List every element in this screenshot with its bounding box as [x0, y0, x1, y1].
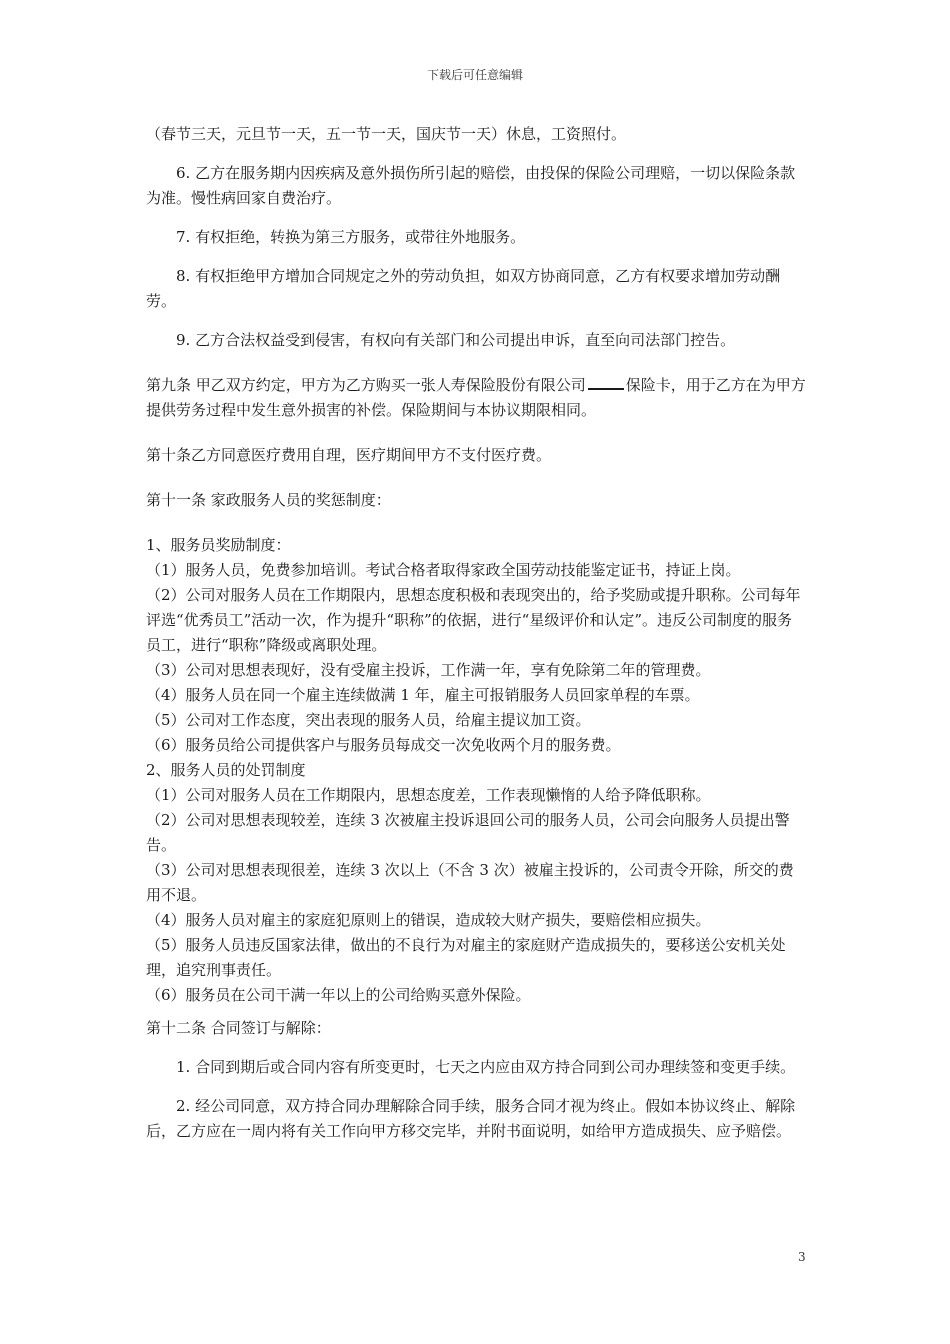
reward-item: （1）服务人员，免费参加培训。考试合格者取得家政全国劳动技能鉴定证书，持证上岗。 [146, 561, 741, 579]
penalty-item: （1）公司对服务人员在工作期限内，思想态度差，工作表现懒惰的人给予降低职称。 [146, 786, 711, 804]
penalty-item: （4）服务人员对雇主的家庭犯原则上的错误，造成较大财产损失，要赔偿相应损失。 [146, 911, 711, 929]
penalty-item: （2）公司对思想表现较差，连续 3 次被雇主投诉退回公司的服务人员，公司会向服务人员提出警告。 [146, 811, 790, 854]
penalty-title: 2、服务人员的处罚制度 [146, 761, 306, 779]
reward-item: （6）服务员给公司提供客户与服务员每成交一次免收两个月的服务费。 [146, 736, 621, 754]
article-12-item-2: 2. 经公司同意，双方持合同办理解除合同手续，服务合同才视为终止。假如本协议终止、解除后，乙方应在一周内将有关工作向甲方移交完毕，并附书面说明，如给甲方造成损失、应予赔偿。 [146, 1097, 796, 1140]
article-11: 第十一条 家政服务人员的奖惩制度： [146, 491, 391, 509]
article-10: 第十条乙方同意医疗费用自理，医疗期间甲方不支付医疗费。 [146, 446, 552, 464]
article-12: 第十二条 合同签订与解除： [146, 1019, 331, 1037]
article-12-item-1: 1. 合同到期后或合同内容有所变更时，七天之内应由双方持合同到公司办理续签和变更手续。 [176, 1058, 796, 1076]
article-9 [146, 373, 806, 423]
reward-title: 1、服务员奖励制度： [146, 536, 291, 554]
paragraph-holidays: （春节三天，元旦节一天，五一节一天，国庆节一天）休息，工资照付。 [146, 125, 627, 143]
paragraph-item-7: 7. 有权拒绝，转换为第三方服务，或带往外地服务。 [176, 228, 526, 246]
reward-item: （4）服务人员在同一个雇主连续做满 1 年，雇主可报销服务人员回家单程的车票。 [146, 686, 700, 704]
article-9-part-a: 第九条 甲乙双方约定，甲方为乙方购买一张人寿保险股份有限公司 [146, 376, 586, 394]
penalty-item: （6）服务员在公司干满一年以上的公司给购买意外保险。 [146, 986, 531, 1004]
reward-item: （3）公司对思想表现好，没有受雇主投诉，工作满一年，享有免除第二年的管理费。 [146, 661, 711, 679]
paragraph-item-6: 6. 乙方在服务期内因疾病及意外损伤所引起的赔偿，由投保的保险公司理赔，一切以保险条款为准。慢性病回家自费治疗。 [146, 164, 796, 207]
penalty-item: （5）服务人员违反国家法律，做出的不良行为对雇主的家庭财产造成损失的，要移送公安机关处理，追究刑事责任。 [146, 936, 786, 979]
page-number: 3 [798, 1250, 806, 1264]
paragraph-item-8: 8. 有权拒绝甲方增加合同规定之外的劳动负担，如双方协商同意，乙方有权要求增加劳动酬劳。 [146, 267, 781, 310]
reward-item: （5）公司对工作态度，突出表现的服务人员，给雇主提议加工资。 [146, 711, 591, 729]
reward-item: （2）公司对服务人员在工作期限内，思想态度积极和表现突出的，给予奖励或提升职称。公司每年评选“优秀员工”活动一次，作为提升“职称”的依据，进行“星级评价和认定”。违反公司制度的服务员工，进行“职称”降级或离职处理。 [146, 586, 801, 654]
fill-in-blank [588, 374, 624, 390]
article-9-part-b: 保险卡，用于乙方在为甲方提供劳务过程中发生意外损害的补偿。保险期间与本协议期限相同。 [146, 376, 806, 419]
page-header: 下载后可任意编辑 [426, 68, 523, 82]
penalty-item: （3）公司对思想表现很差，连续 3 次以上（不含 3 次）被雇主投诉的，公司责令开除，所交的费用不退。 [146, 861, 794, 904]
document-body [146, 122, 806, 1144]
paragraph-item-9: 9. 乙方合法权益受到侵害，有权向有关部门和公司提出申诉，直至向司法部门控告。 [176, 331, 736, 349]
